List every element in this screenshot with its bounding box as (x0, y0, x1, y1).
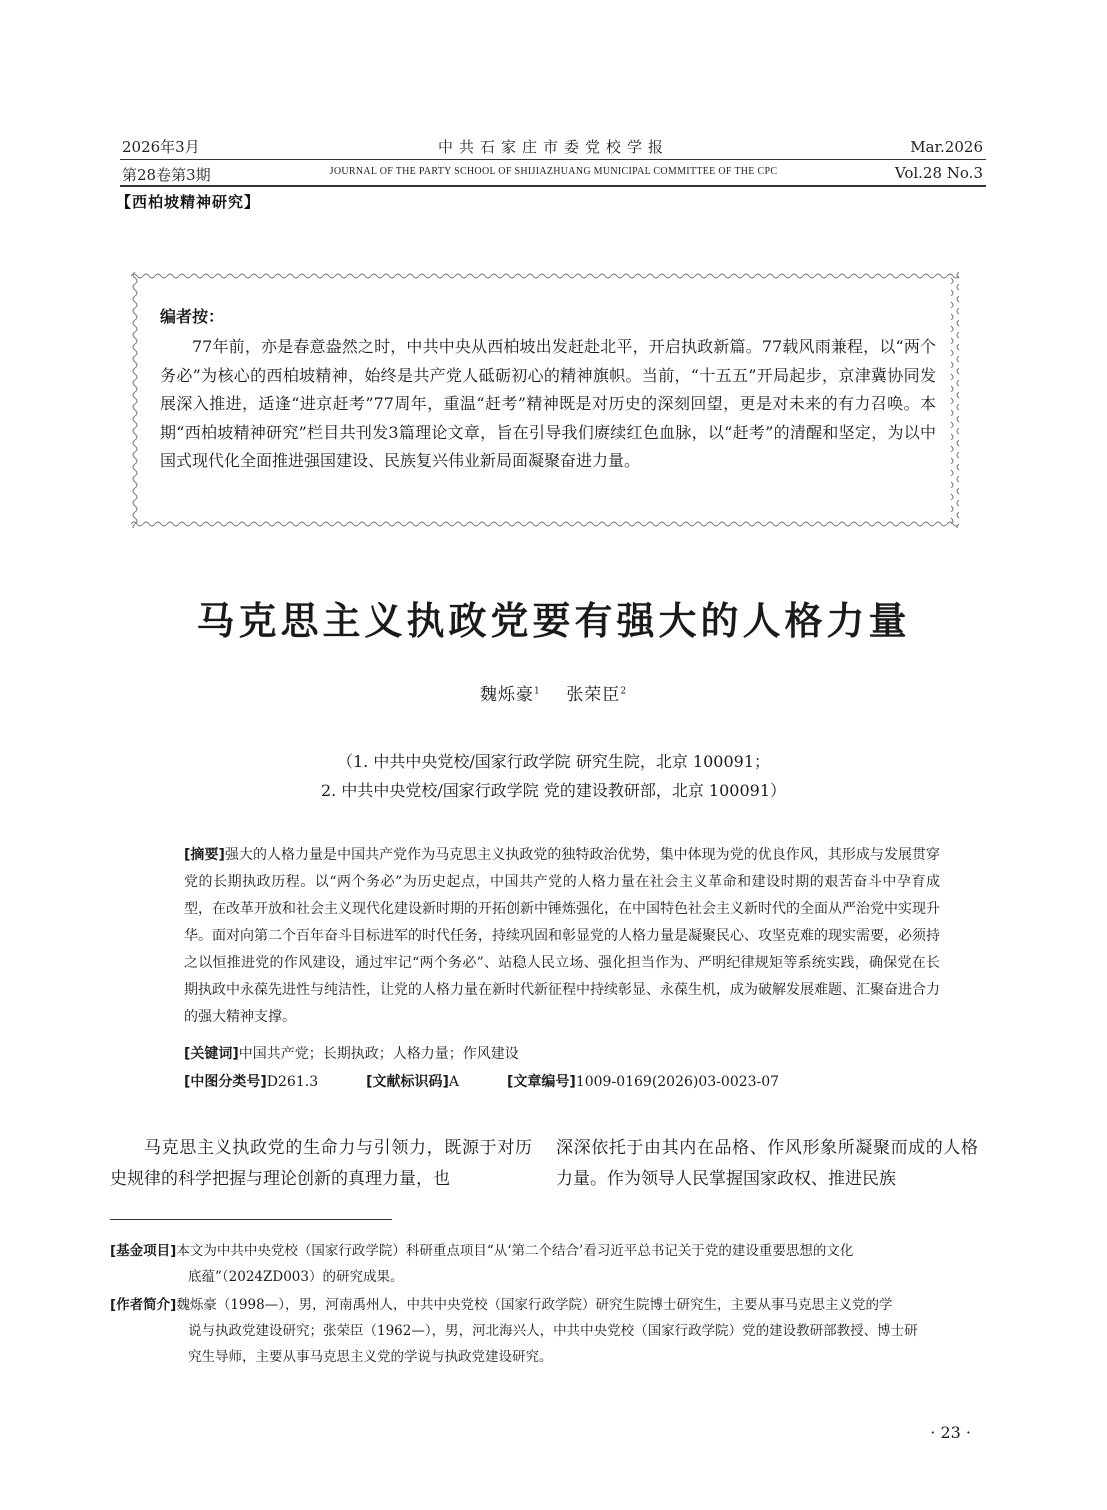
author-affil-mark: 2 (620, 686, 628, 697)
article-number-value: 1009-0169(2026)03-0023-07 (575, 1074, 780, 1090)
fund-text: 本文为中共中央党校（国家行政学院）科研重点项目“从‘第二个结合’看习近平总书记关于党的建设重要思想的文化 (176, 1243, 854, 1259)
article-title: 马克思主义执政党要有强大的人格力量 (196, 599, 911, 643)
fund-text-cont: 底蕴”（2024ZD003）的研究成果。 (188, 1269, 404, 1285)
clc-label: [中图分类号] (184, 1074, 267, 1090)
author-bio-label: [作者简介] (110, 1297, 177, 1313)
affiliation-2: 2. 中共中央党校/国家行政学院 党的建设教研部，北京 100091） (321, 781, 786, 800)
header-rule-thick (120, 185, 986, 187)
body-column-left: 马克思主义执政党的生命力与引领力，既源于对历史规律的科学把握与理论创新的真理力量，也 (110, 1138, 532, 1189)
header-rule-thin (120, 159, 986, 160)
classification-info (184, 1071, 944, 1091)
doc-code-value: A (448, 1074, 460, 1090)
body-column-right: 深深依托于由其内在品格、作风形象所凝聚而成的人格力量。作为领导人民掌握国家政权、推进民族 (556, 1138, 978, 1189)
header-volume-en: Vol.28 No.3 (894, 164, 983, 182)
author-name: 张荣臣 (566, 685, 621, 705)
editor-note-body: 77年前，亦是春意盎然之时，中共中央从西柏坡出发赶赴北平，开启执政新篇。77载风雨兼程，以“两个务必”为核心的西柏坡精神，始终是共产党人砥砺初心的精神旗帜。当前，“十五五”开局起步，京津冀协同发展深入推进，适逢“进京赶考”77周年，重温“赶考”精神既是对历史的深刻回望，更是对未来的有力召唤。本期“西柏坡精神研究”栏目共刊发3篇理论文章，旨在引导我们赓续红色血脉，以“赶考”的清醒和坚定，为以中国式现代化全面推进强国建设、民族复兴伟业新局面凝聚奋进力量。 (160, 337, 936, 470)
header-date-cn: 2026年3月 (122, 138, 200, 156)
column-tag: 【西柏坡精神研究】 (116, 193, 261, 211)
abstract (184, 842, 940, 1031)
keywords-label: [关键词] (184, 1046, 239, 1062)
journal-title-en: JOURNAL OF THE PARTY SCHOOL OF SHIJIAZHUANG MUNICIPAL COMMITTEE OF THE CPC (329, 166, 778, 177)
footnote-author (110, 1292, 986, 1370)
author-line (0, 680, 1107, 705)
affiliation-1: （1. 中共中央党校/国家行政学院 研究生院，北京 100091； (337, 752, 770, 771)
doc-code-label: [文献标识码] (366, 1074, 449, 1090)
abstract-text: 强大的人格力量是中国共产党作为马克思主义执政党的独特政治优势，集中体现为党的优良作风，其形成与发展贯穿党的长期执政历程。以“两个务必”为历史起点，中国共产党的人格力量在社会主义革命和建设时期的艰苦奋斗中孕育成型，在改革开放和社会主义现代化建设新时期的开拓创新中锤炼强化，在中国特色社会主义新时代的全面从严治党中实现升华。面对向第二个百年奋斗目标进军的时代任务，持续巩固和彰显党的人格力量是凝聚民心、攻坚克难的现实需要，必须持之以恒推进党的作风建设，通过牢记“两个务必”、站稳人民立场、强化担当作为、严明纪律规矩等系统实践，确保党在长期执政中永葆先进性与纯洁性，让党的人格力量在新时代新征程中持续彰显、永葆生机，成为破解发展难题、汇聚奋进合力的强大精神支撑。 (184, 847, 941, 1025)
footnote-rule (110, 1219, 392, 1220)
abstract-label: [摘要] (184, 847, 225, 863)
author-bio-text: 魏烁豪（1998—），男，河南禹州人，中共中央党校（国家行政学院）研究生院博士研究生，主要从事马克思主义党的学 (176, 1297, 893, 1313)
clc-value: D261.3 (266, 1074, 319, 1090)
header-volume-cn: 第28卷第3期 (122, 166, 211, 184)
author-name: 魏烁豪 (479, 685, 534, 705)
editor-note-title: 编者按： (160, 307, 225, 326)
fund-label: [基金项目] (110, 1243, 177, 1259)
article-number-label: [文章编号] (507, 1074, 576, 1090)
author-bio-text-cont: 究生导师，主要从事马克思主义党的学说与执政党建设研究。 (188, 1349, 553, 1365)
keywords (184, 1043, 519, 1063)
journal-title-cn: 中共石家庄市委党校学报 (437, 138, 669, 156)
author-affil-mark: 1 (533, 686, 541, 697)
page-number: · 23 · (930, 1423, 971, 1442)
footnote-fund (110, 1238, 986, 1290)
header-date-en: Mar.2026 (910, 138, 983, 156)
keywords-text: 中国共产党；长期执政；人格力量；作风建设 (238, 1046, 519, 1062)
author-bio-text-cont: 说与执政党建设研究；张荣臣（1962—），男，河北海兴人，中共中央党校（国家行政学院）党的建设教研部教授、博士研 (188, 1323, 918, 1339)
